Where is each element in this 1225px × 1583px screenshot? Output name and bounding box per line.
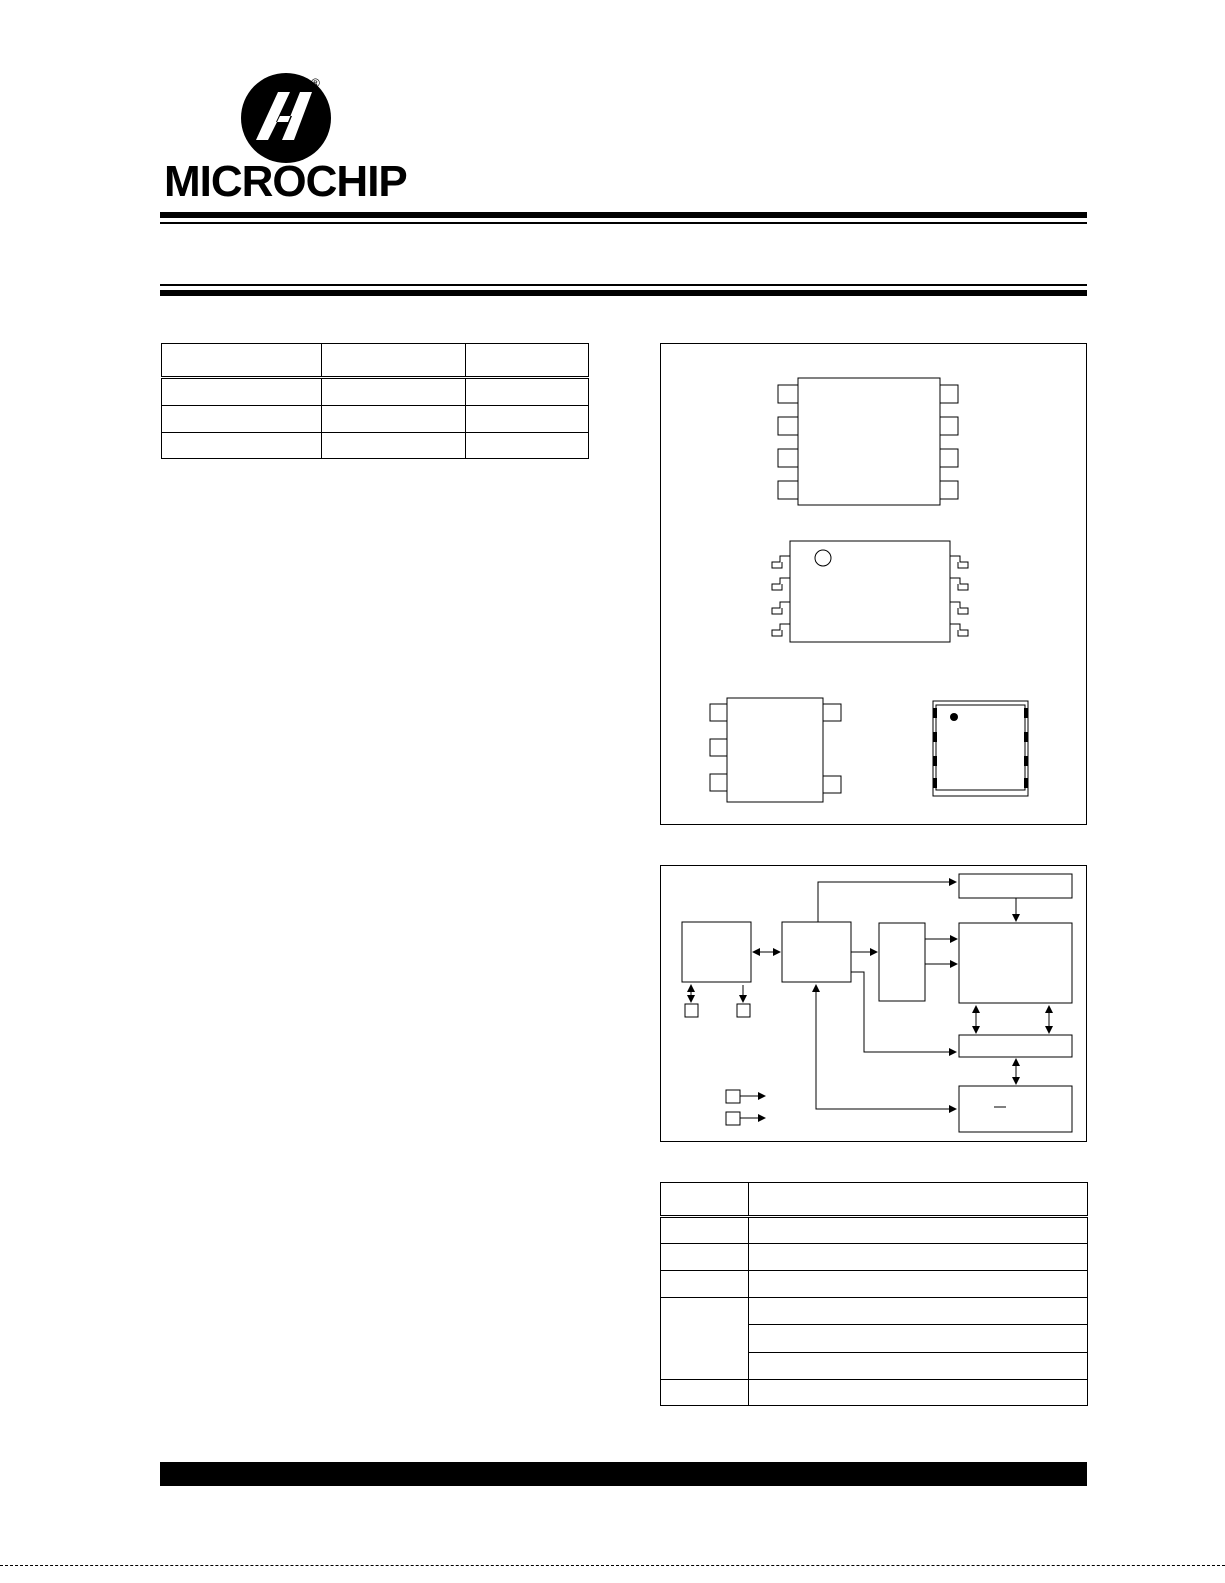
table-header-row (162, 344, 589, 378)
vcc-pin (726, 1090, 740, 1103)
page-latches-block (959, 1035, 1072, 1057)
table-row (162, 406, 589, 433)
table-row (661, 1244, 1088, 1271)
page-bottom-edge (0, 1565, 1225, 1566)
device-selection-table (161, 343, 589, 459)
header-rule-thick (160, 212, 1087, 218)
company-wordmark: MICROCHIP (164, 157, 407, 206)
title-rule-thin (160, 284, 1087, 286)
table-row (162, 433, 589, 459)
dfn-package-diagram (930, 698, 1030, 798)
sense-amp-block (959, 1086, 1072, 1132)
table-header-row (661, 1183, 1088, 1217)
microchip-logo-icon (236, 70, 336, 166)
vss-pin (726, 1112, 740, 1125)
table-row (162, 378, 589, 406)
table-row (661, 1271, 1088, 1298)
registered-mark: ® (311, 76, 320, 90)
soic-package-diagram (768, 538, 978, 648)
sot23-package-diagram (706, 696, 846, 806)
io-control-block (682, 922, 751, 982)
table-row (661, 1217, 1088, 1244)
title-rule-thick (160, 290, 1087, 296)
sda-pin (685, 1004, 698, 1017)
memory-control-block (782, 922, 851, 982)
pdip-package-diagram (770, 372, 970, 512)
block-diagram (660, 865, 1087, 1142)
eeprom-array-block (959, 923, 1072, 1003)
header-rule-thin (160, 222, 1087, 224)
footer-bar (160, 1462, 1087, 1486)
scl-pin (737, 1004, 750, 1017)
pin-function-table (660, 1182, 1088, 1406)
hv-generator-block (959, 874, 1072, 898)
table-row (661, 1380, 1088, 1406)
table-row (661, 1298, 1088, 1325)
xdec-block (879, 923, 925, 1001)
